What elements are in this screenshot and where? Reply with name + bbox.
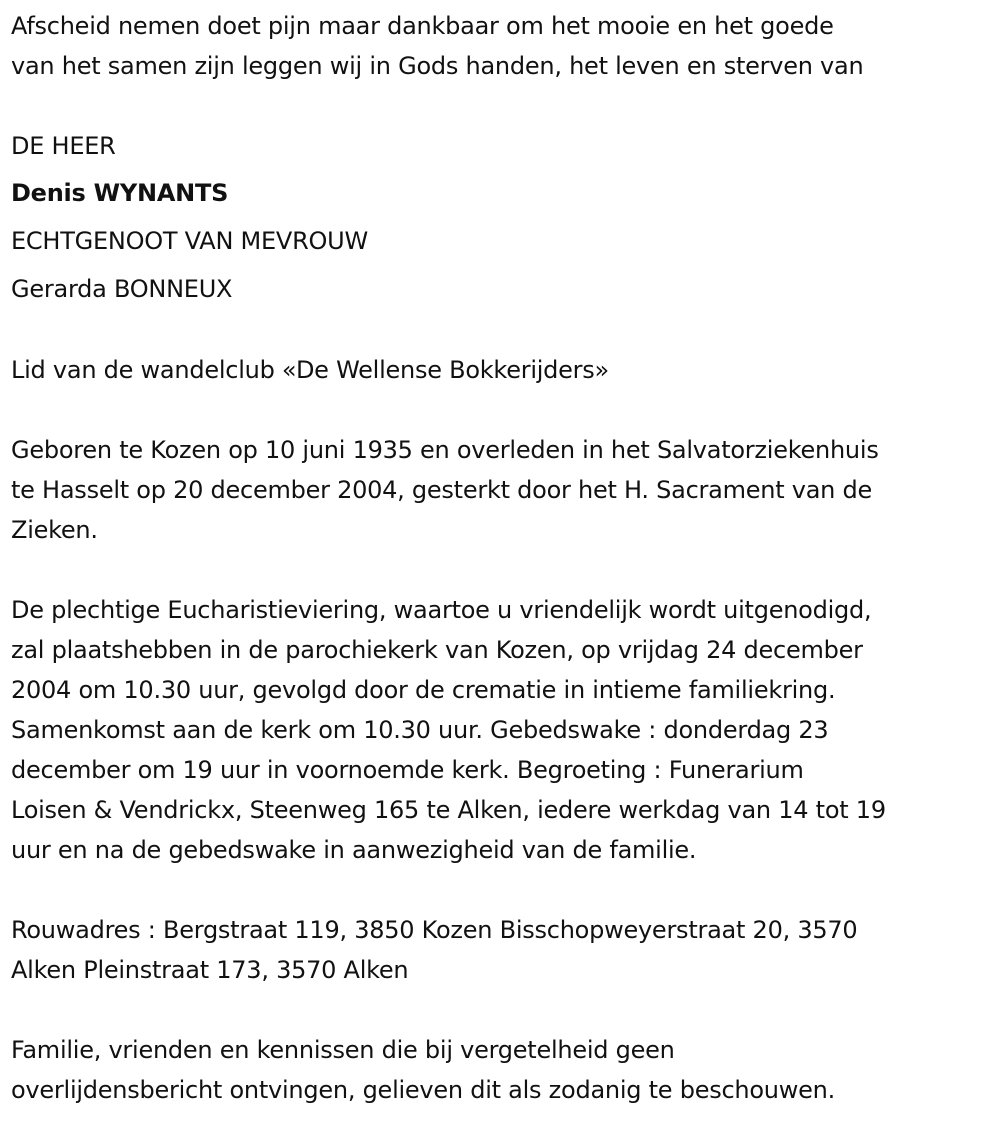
ceremony-line-6: Loisen & Vendrickx, Steenweg 165 te Alken, iedere werkdag van 14 tot 19 <box>11 796 886 824</box>
birth-death-line-2: te Hasselt op 20 december 2004, gesterkt door het H. Sacrament van de <box>11 476 873 504</box>
ceremony-line-5: december om 19 uur in voornoemde kerk. Begroeting : Funerarium <box>11 756 804 784</box>
deceased-relation: ECHTGENOOT VAN MEVROUW <box>11 227 368 255</box>
closing-line-1: Familie, vrienden en kennissen die bij vergetelheid geen <box>11 1036 675 1064</box>
deceased-name: Denis WYNANTS <box>11 179 229 207</box>
ceremony-line-1: De plechtige Eucharistieviering, waartoe u vriendelijk wordt uitgenodigd, <box>11 596 872 624</box>
birth-death-line-3: Zieken. <box>11 516 98 544</box>
ceremony-line-4: Samenkomst aan de kerk om 10.30 uur. Gebedswake : donderdag 23 <box>11 716 829 744</box>
membership-line: Lid van de wandelclub «De Wellense Bokkerijders» <box>11 356 609 384</box>
ceremony-line-7: uur en na de gebedswake in aanwezigheid van de familie. <box>11 836 697 864</box>
intro-line-2: van het samen zijn leggen wij in Gods handen, het leven en sterven van <box>11 52 864 80</box>
ceremony-line-2: zal plaatshebben in de parochiekerk van Kozen, op vrijdag 24 december <box>11 636 863 664</box>
spouse-name: Gerarda BONNEUX <box>11 275 233 303</box>
address-line-1: Rouwadres : Bergstraat 119, 3850 Kozen Bisschopweyerstraat 20, 3570 <box>11 916 858 944</box>
ceremony-line-3: 2004 om 10.30 uur, gevolgd door de crematie in intieme familiekring. <box>11 676 836 704</box>
birth-death-line-1: Geboren te Kozen op 10 juni 1935 en overleden in het Salvatorziekenhuis <box>11 436 879 464</box>
deceased-title: DE HEER <box>11 132 116 160</box>
intro-line-1: Afscheid nemen doet pijn maar dankbaar om het mooie en het goede <box>11 12 834 40</box>
closing-line-2: overlijdensbericht ontvingen, gelieven dit als zodanig te beschouwen. <box>11 1076 835 1104</box>
address-line-2: Alken Pleinstraat 173, 3570 Alken <box>11 956 409 984</box>
